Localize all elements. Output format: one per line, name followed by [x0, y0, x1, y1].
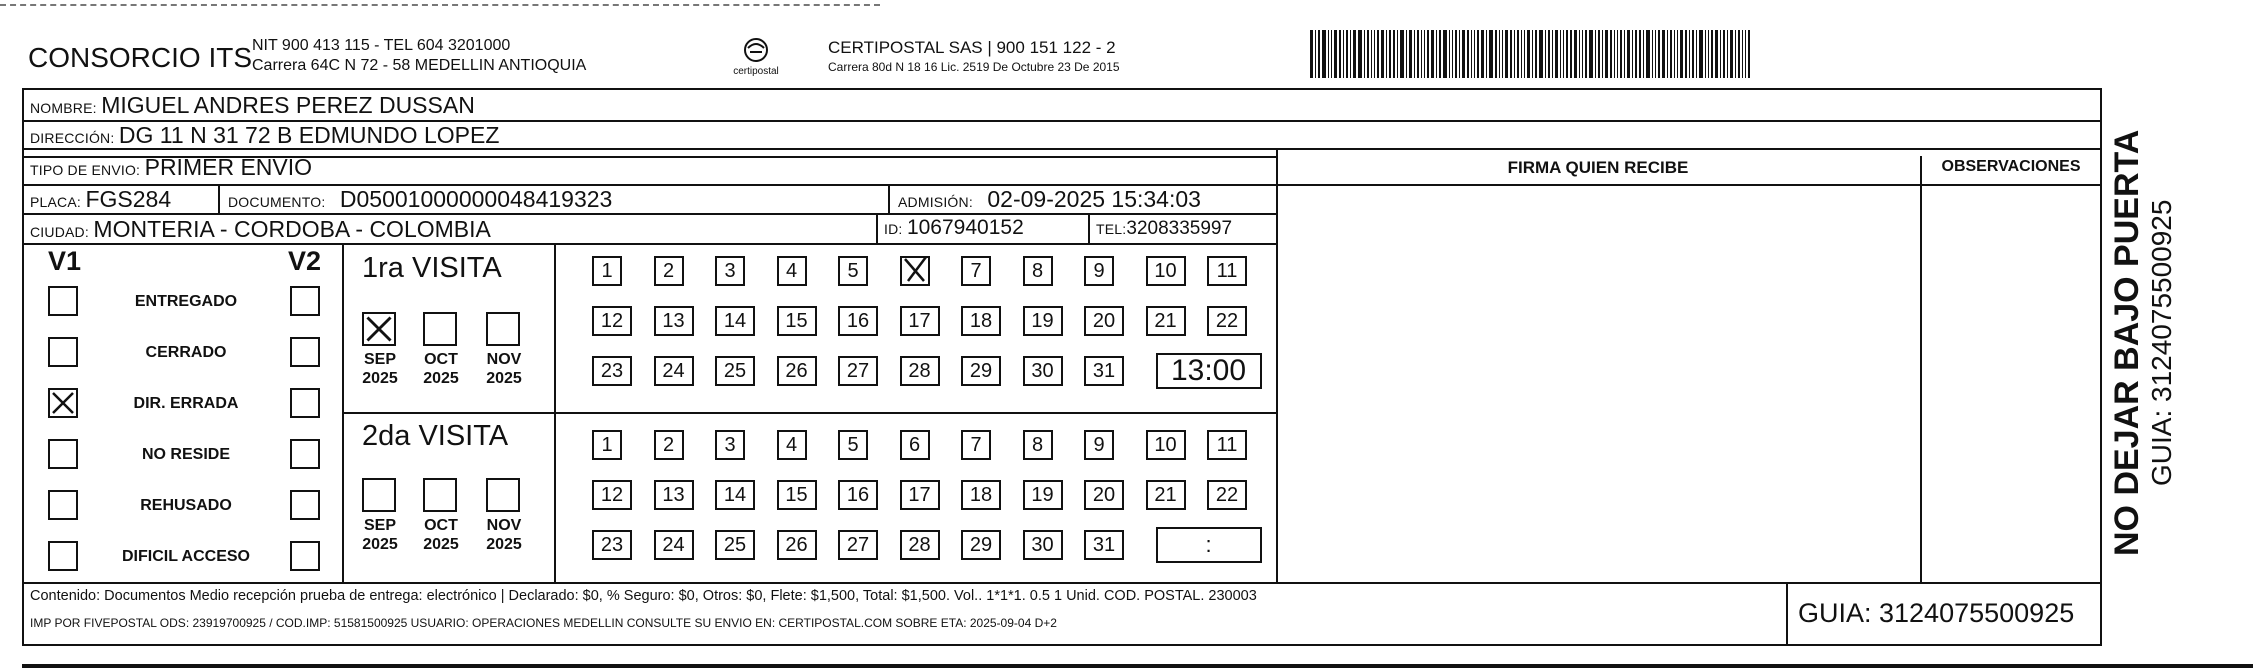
- barcode-bar: [1652, 30, 1653, 78]
- day-box[interactable]: 27: [838, 530, 878, 560]
- check-mark-icon: [902, 255, 930, 285]
- footer-print-info: IMP POR FIVEPOSTAL ODS: 23919700925 / COD.IMP: 51581500925 USUARIO: OPERACIONES MEDELLIN CONSULTE SU ENVIO EN: CERTIPOSTAL.COM SOBRE ETA: 2025-09-04 D+2: [30, 616, 1057, 630]
- company-nit: NIT 900 413 115 - TEL 604 3201000: [252, 37, 511, 54]
- v2-checkbox[interactable]: [290, 337, 320, 367]
- day-box[interactable]: 15: [777, 480, 817, 510]
- month-name: OCT: [424, 517, 458, 534]
- barcode-bar: [1745, 30, 1746, 78]
- tel-label: TEL:: [1096, 221, 1127, 237]
- day-box[interactable]: 14: [715, 480, 755, 510]
- month-checkbox[interactable]: [486, 478, 520, 512]
- barcode-bar: [1555, 30, 1558, 78]
- v2-header: V2: [288, 246, 322, 276]
- month-year: 2025: [423, 370, 459, 387]
- footer-guia: GUIA: 3124075500925: [1798, 598, 2075, 628]
- day-box[interactable]: 13: [654, 306, 694, 336]
- barcode-bar: [1431, 30, 1434, 78]
- v1-checkbox[interactable]: [48, 541, 78, 571]
- barcode-bar: [1381, 30, 1384, 78]
- barcode-bar: [1524, 30, 1525, 78]
- check-mark-icon: [50, 390, 76, 416]
- barcode-bar: [1318, 30, 1320, 78]
- barcode-bar: [1598, 30, 1600, 78]
- day-box[interactable]: 1: [592, 256, 622, 286]
- barcode-bar: [1393, 30, 1395, 78]
- barcode-bar: [1505, 30, 1508, 78]
- day-box[interactable]: 4: [777, 256, 807, 286]
- documento-label: DOCUMENTO:: [228, 194, 326, 210]
- day-box[interactable]: 18: [961, 306, 1001, 336]
- day-box[interactable]: 24: [654, 530, 694, 560]
- barcode-bar: [1459, 30, 1460, 78]
- day-box[interactable]: [900, 256, 930, 286]
- barcode-bar: [1539, 30, 1543, 78]
- day-box[interactable]: 18: [961, 480, 1001, 510]
- tipo-envio-label: TIPO DE ENVIO:: [30, 162, 141, 178]
- id-label: ID:: [884, 221, 903, 237]
- barcode-bar: [1315, 30, 1316, 78]
- barcode-bar: [1374, 30, 1375, 78]
- barcode-bar: [1527, 30, 1530, 78]
- month-name: OCT: [424, 351, 458, 368]
- nombre-value: MIGUEL ANDRES PEREZ DUSSAN: [101, 92, 475, 118]
- barcode-bar: [1727, 30, 1728, 78]
- side-warning: NO DEJAR BAJO PUERTA: [2108, 129, 2146, 556]
- barcode-bar: [1443, 30, 1447, 78]
- day-box[interactable]: 10: [1146, 430, 1186, 460]
- barcode-bar: [1455, 30, 1457, 78]
- barcode-bar: [1502, 30, 1503, 78]
- status-label: REHUSADO: [140, 497, 232, 514]
- day-box[interactable]: 27: [838, 356, 878, 386]
- barcode: [1310, 30, 1940, 78]
- v1-checkbox[interactable]: [48, 439, 78, 469]
- bottom-border: [22, 664, 2253, 668]
- barcode-bar: [1545, 30, 1546, 78]
- barcode-bar: [1655, 30, 1656, 78]
- status-label: DIFICIL ACCESO: [121, 548, 250, 565]
- barcode-bar: [1582, 30, 1583, 78]
- barcode-bar: [1417, 30, 1419, 78]
- barcode-bar: [1595, 30, 1596, 78]
- barcode-bar: [1552, 30, 1553, 78]
- id-row: [884, 216, 1024, 240]
- v2-checkbox[interactable]: [290, 490, 320, 520]
- day-box[interactable]: 22: [1207, 306, 1247, 336]
- barcode-bar: [1495, 30, 1497, 78]
- barcode-bar: [1742, 30, 1743, 78]
- barcode-bar: [1627, 30, 1630, 78]
- barcode-bar: [1462, 30, 1465, 78]
- barcode-bar: [1310, 30, 1313, 78]
- barcode-bar: [1605, 30, 1608, 78]
- barcode-bar: [1486, 30, 1487, 78]
- ciudad-value: MONTERIA - CORDOBA - COLOMBIA: [93, 216, 491, 242]
- direccion-value: DG 11 N 31 72 B EDMUNDO LOPEZ: [118, 122, 500, 148]
- day-box[interactable]: 11: [1207, 430, 1247, 460]
- time-box[interactable]: :: [1156, 527, 1262, 563]
- day-box[interactable]: 19: [1023, 306, 1063, 336]
- tel-row: [1096, 218, 1232, 240]
- barcode-bar: [1643, 30, 1644, 78]
- day-box[interactable]: 28: [900, 356, 940, 386]
- barcode-bar: [1639, 30, 1641, 78]
- status-label: DIR. ERRADA: [133, 395, 239, 412]
- barcode-bar: [1328, 30, 1329, 78]
- day-box[interactable]: 16: [838, 306, 878, 336]
- day-box[interactable]: 8: [1023, 256, 1053, 286]
- barcode-bar: [1574, 30, 1577, 78]
- day-box[interactable]: 12: [592, 306, 632, 336]
- month-year: 2025: [486, 370, 522, 387]
- day-box[interactable]: 23: [592, 356, 632, 386]
- month-label: [411, 350, 471, 388]
- day-box[interactable]: 1: [592, 430, 622, 460]
- month-year: 2025: [423, 536, 459, 553]
- status-label: NO RESIDE: [141, 446, 230, 463]
- barcode-bar: [1499, 30, 1500, 78]
- day-box[interactable]: 30: [1023, 356, 1063, 386]
- barcode-bar: [1452, 30, 1453, 78]
- firma-header: FIRMA QUIEN RECIBE: [1507, 158, 1689, 177]
- barcode-bar: [1449, 30, 1450, 78]
- barcode-bar: [1409, 30, 1412, 78]
- barcode-bar: [1535, 30, 1537, 78]
- tipo-envio-row: [30, 154, 312, 181]
- direccion-label: DIRECCIÓN:: [30, 130, 115, 146]
- month-label: [411, 516, 471, 554]
- documento-value: D05001000000048419323: [339, 186, 613, 212]
- barcode-bar: [1343, 30, 1344, 78]
- day-box[interactable]: 26: [777, 356, 817, 386]
- barcode-bar: [1689, 30, 1690, 78]
- time-box[interactable]: 13:00: [1156, 353, 1262, 389]
- status-label: CERRADO: [145, 344, 227, 361]
- barcode-bar: [1521, 30, 1522, 78]
- day-box[interactable]: 21: [1146, 480, 1186, 510]
- barcode-bar: [1677, 30, 1678, 78]
- carrier-name: CERTIPOSTAL SAS | 900 151 122 - 2: [828, 38, 1116, 57]
- month-checkbox[interactable]: [362, 312, 396, 346]
- visit1-title: 1ra VISITA: [362, 252, 502, 284]
- ciudad-row: [30, 216, 491, 243]
- month-name: SEP: [363, 517, 396, 534]
- barcode-bar: [1723, 30, 1725, 78]
- documento-row: [228, 186, 612, 213]
- barcode-bar: [1670, 30, 1672, 78]
- barcode-bar: [1735, 30, 1736, 78]
- barcode-bar: [1474, 30, 1475, 78]
- day-box[interactable]: 14: [715, 306, 755, 336]
- barcode-bar: [1711, 30, 1713, 78]
- side-guia: GUIA: 3124075500925: [2146, 199, 2177, 486]
- day-box[interactable]: 20: [1084, 480, 1124, 510]
- month-label: [474, 350, 534, 388]
- day-box[interactable]: 28: [900, 530, 940, 560]
- day-box[interactable]: 2: [654, 256, 684, 286]
- barcode-bar: [1646, 30, 1650, 78]
- nombre-row: [30, 92, 475, 119]
- barcode-bar: [1353, 30, 1356, 78]
- barcode-bar: [1624, 30, 1625, 78]
- barcode-bar: [1467, 30, 1469, 78]
- v1-checkbox[interactable]: [48, 490, 78, 520]
- nombre-label: NOMBRE:: [30, 100, 97, 116]
- barcode-bar: [1517, 30, 1519, 78]
- barcode-bar: [1481, 30, 1484, 78]
- visit2-title: 2da VISITA: [362, 420, 509, 452]
- barcode-bar: [1427, 30, 1429, 78]
- barcode-bar: [1414, 30, 1415, 78]
- admision-value: 02-09-2025 15:34:03: [987, 186, 1201, 212]
- barcode-bar: [1685, 30, 1687, 78]
- month-year: 2025: [362, 370, 398, 387]
- barcode-bar: [1510, 30, 1512, 78]
- v1-checkbox[interactable]: [48, 337, 78, 367]
- barcode-bar: [1632, 30, 1633, 78]
- barcode-bar: [1532, 30, 1533, 78]
- day-box[interactable]: 31: [1084, 356, 1124, 386]
- barcode-bar: [1589, 30, 1593, 78]
- v2-checkbox[interactable]: [290, 286, 320, 316]
- month-checkbox[interactable]: [423, 478, 457, 512]
- day-box[interactable]: 23: [592, 530, 632, 560]
- barcode-bar: [1346, 30, 1348, 78]
- barcode-bar: [1560, 30, 1561, 78]
- day-box[interactable]: 24: [654, 356, 694, 386]
- barcode-bar: [1617, 30, 1618, 78]
- month-year: 2025: [362, 536, 398, 553]
- footer-content: Contenido: Documentos Medio recepción prueba de entrega: electrónico | Declarado: $0, % Seguro: $0, Otros: $0, Flete: $1,500, Total: $1,500. Vol.. 1*1*1. 0.5 1 Unid. COD. POSTAL. 230003: [30, 588, 1257, 604]
- check-mark-icon: [364, 314, 394, 344]
- day-box[interactable]: 16: [838, 480, 878, 510]
- tel-value: 3208335997: [1126, 218, 1233, 239]
- barcode-bar: [1339, 30, 1341, 78]
- direccion-row: [30, 122, 499, 149]
- certipostal-logo: [728, 36, 784, 80]
- month-label: [474, 516, 534, 554]
- barcode-bar: [1610, 30, 1612, 78]
- month-checkbox[interactable]: [486, 312, 520, 346]
- month-name: NOV: [486, 517, 522, 534]
- day-box[interactable]: 12: [592, 480, 632, 510]
- barcode-bar: [1720, 30, 1721, 78]
- top-cut-line: [0, 4, 880, 6]
- barcode-bar: [1674, 30, 1675, 78]
- tipo-envio-value: PRIMER ENVIO: [144, 154, 313, 180]
- observaciones-header: OBSERVACIONES: [1941, 158, 2081, 175]
- day-box[interactable]: 11: [1207, 256, 1247, 286]
- day-box[interactable]: 5: [838, 256, 868, 286]
- company-name: CONSORCIO ITS: [28, 42, 253, 73]
- barcode-bar: [1322, 30, 1326, 78]
- barcode-bar: [1400, 30, 1404, 78]
- barcode-bar: [1602, 30, 1603, 78]
- barcode-bar: [1364, 30, 1365, 78]
- day-box[interactable]: 3: [715, 430, 745, 460]
- month-name: NOV: [486, 351, 522, 368]
- day-box[interactable]: 3: [715, 256, 745, 286]
- barcode-bar: [1334, 30, 1337, 78]
- month-label: [350, 516, 410, 554]
- barcode-bar: [1662, 30, 1665, 78]
- month-year: 2025: [486, 536, 522, 553]
- barcode-bar: [1548, 30, 1550, 78]
- barcode-bar: [1386, 30, 1387, 78]
- day-box[interactable]: 4: [777, 430, 807, 460]
- day-box[interactable]: 8: [1023, 430, 1053, 460]
- v1-checkbox[interactable]: [48, 286, 78, 316]
- id-value: 1067940152: [906, 216, 1024, 239]
- barcode-bar: [1377, 30, 1379, 78]
- barcode-bar: [1367, 30, 1369, 78]
- barcode-bar: [1477, 30, 1479, 78]
- barcode-bar: [1748, 30, 1750, 78]
- barcode-bar: [1566, 30, 1568, 78]
- month-label: [350, 350, 410, 388]
- day-box[interactable]: 26: [777, 530, 817, 560]
- barcode-bar: [1715, 30, 1718, 78]
- barcode-bar: [1436, 30, 1437, 78]
- day-box[interactable]: 29: [961, 530, 1001, 560]
- day-box[interactable]: 5: [838, 430, 868, 460]
- admision-row: [898, 186, 1201, 213]
- barcode-bar: [1358, 30, 1362, 78]
- barcode-bar: [1421, 30, 1422, 78]
- barcode-bar: [1371, 30, 1372, 78]
- barcode-bar: [1692, 30, 1694, 78]
- barcode-bar: [1738, 30, 1740, 78]
- logo-text: certipostal: [733, 66, 779, 77]
- day-box[interactable]: 15: [777, 306, 817, 336]
- barcode-bar: [1406, 30, 1407, 78]
- status-label: ENTREGADO: [134, 293, 238, 310]
- carrier-address: Carrera 80d N 18 16 Lic. 2519 De Octubre 23 De 2015: [828, 60, 1120, 74]
- day-box[interactable]: 17: [900, 306, 940, 336]
- barcode-bar: [1730, 30, 1733, 78]
- admision-label: ADMISIÓN:: [898, 194, 973, 210]
- v1-header: V1: [48, 246, 82, 276]
- day-box[interactable]: 22: [1207, 480, 1247, 510]
- day-box[interactable]: 25: [715, 530, 755, 560]
- v1-checkbox[interactable]: [48, 388, 78, 418]
- day-box[interactable]: 13: [654, 480, 694, 510]
- month-checkbox[interactable]: [362, 478, 396, 512]
- barcode-bar: [1658, 30, 1660, 78]
- barcode-bar: [1699, 30, 1703, 78]
- barcode-bar: [1563, 30, 1564, 78]
- placa-row: [30, 186, 171, 213]
- day-box[interactable]: 21: [1146, 306, 1186, 336]
- day-box[interactable]: 29: [961, 356, 1001, 386]
- placa-value: FGS284: [85, 186, 172, 212]
- ciudad-label: CIUDAD:: [30, 224, 89, 240]
- day-box[interactable]: 30: [1023, 530, 1063, 560]
- barcode-bar: [1350, 30, 1351, 78]
- barcode-bar: [1397, 30, 1398, 78]
- barcode-bar: [1614, 30, 1615, 78]
- company-address: Carrera 64C N 72 - 58 MEDELLIN ANTIOQUIA: [252, 57, 587, 74]
- barcode-bar: [1570, 30, 1572, 78]
- day-box[interactable]: 9: [1084, 256, 1114, 286]
- day-box[interactable]: 20: [1084, 306, 1124, 336]
- day-box[interactable]: 9: [1084, 430, 1114, 460]
- barcode-bar: [1331, 30, 1332, 78]
- barcode-bar: [1696, 30, 1697, 78]
- barcode-bar: [1489, 30, 1493, 78]
- barcode-bar: [1514, 30, 1515, 78]
- month-checkbox[interactable]: [423, 312, 457, 346]
- barcode-bar: [1667, 30, 1668, 78]
- v2-checkbox[interactable]: [290, 439, 320, 469]
- barcode-bar: [1439, 30, 1441, 78]
- barcode-bar: [1585, 30, 1587, 78]
- day-box[interactable]: 25: [715, 356, 755, 386]
- day-box[interactable]: 19: [1023, 480, 1063, 510]
- placa-label: PLACA:: [30, 194, 81, 210]
- day-box[interactable]: 7: [961, 430, 991, 460]
- barcode-bar: [1424, 30, 1425, 78]
- month-name: SEP: [363, 351, 396, 368]
- day-box[interactable]: 7: [961, 256, 991, 286]
- barcode-bar: [1620, 30, 1622, 78]
- barcode-bar: [1680, 30, 1683, 78]
- day-box[interactable]: 17: [900, 480, 940, 510]
- barcode-bar: [1389, 30, 1391, 78]
- v2-checkbox[interactable]: [290, 388, 320, 418]
- day-box[interactable]: 31: [1084, 530, 1124, 560]
- barcode-bar: [1635, 30, 1637, 78]
- barcode-bar: [1705, 30, 1706, 78]
- day-box[interactable]: 2: [654, 430, 684, 460]
- v2-checkbox[interactable]: [290, 541, 320, 571]
- barcode-bar: [1579, 30, 1580, 78]
- barcode-bar: [1471, 30, 1472, 78]
- day-box[interactable]: 10: [1146, 256, 1186, 286]
- barcode-bar: [1708, 30, 1709, 78]
- day-box[interactable]: 6: [900, 430, 930, 460]
